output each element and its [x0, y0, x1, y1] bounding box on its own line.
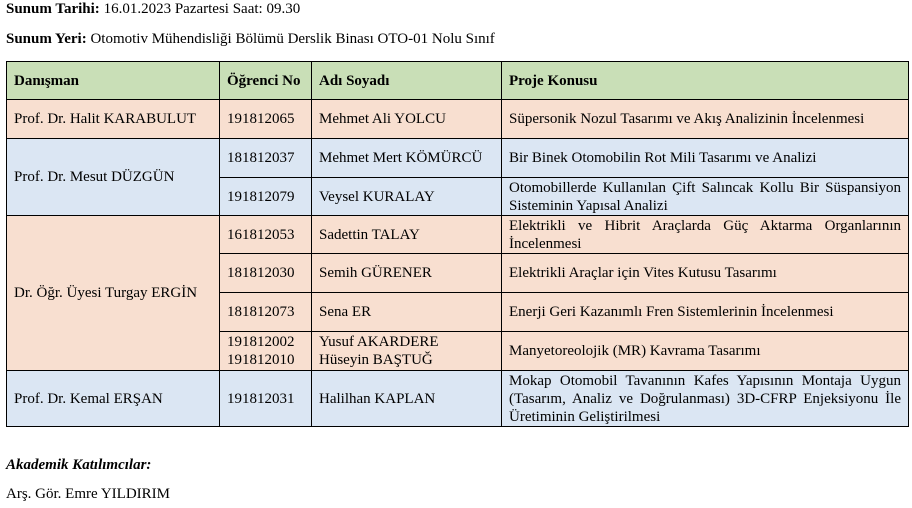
presentation-place-line	[6, 31, 495, 48]
project-topic-cell: Manyetoreolojik (MR) Kavrama Tasarımı	[502, 332, 909, 371]
column-header-advisor: Danışman	[7, 62, 220, 100]
student-no-cell: 161812053	[220, 216, 312, 254]
table-row	[7, 216, 909, 254]
student-no-cell: 181812037	[220, 139, 312, 178]
student-name-cell: Mehmet Ali YOLCU	[312, 100, 502, 139]
project-topic-cell: Enerji Geri Kazanımlı Fren Sistemlerinin İncelenmesi	[502, 293, 909, 332]
advisor-cell: Dr. Öğr. Üyesi Turgay ERGİN	[7, 216, 220, 371]
student-no-cell: 191812065	[220, 100, 312, 139]
student-no-line: 191812002	[227, 334, 295, 350]
advisor-cell: Prof. Dr. Kemal ERŞAN	[7, 371, 220, 427]
student-no-cell: 191812079	[220, 178, 312, 216]
table-header-row	[7, 62, 909, 100]
table-row	[7, 371, 909, 427]
project-topic-cell: Elektrikli Araçlar için Vites Kutusu Tasarımı	[502, 254, 909, 293]
student-name-cell: Halilhan KAPLAN	[312, 371, 502, 427]
student-no-cell	[220, 332, 312, 371]
student-name-line: Yusuf AKARDERE	[319, 334, 439, 350]
table-row	[7, 100, 909, 139]
project-topic-cell: Süpersonik Nozul Tasarımı ve Akış Analizinin İncelenmesi	[502, 100, 909, 139]
student-name-cell: Semih GÜRENER	[312, 254, 502, 293]
student-name-cell: Veysel KURALAY	[312, 178, 502, 216]
student-no-cell: 181812030	[220, 254, 312, 293]
place-label: Sunum Yeri:	[6, 31, 87, 47]
student-no-cell: 181812073	[220, 293, 312, 332]
date-label: Sunum Tarihi:	[6, 1, 100, 17]
student-no-cell: 191812031	[220, 371, 312, 427]
place-value: Otomotiv Mühendisliği Bölümü Derslik Binası OTO-01 Nolu Sınıf	[86, 31, 495, 47]
project-topic-cell: Otomobillerde Kullanılan Çift Salıncak Kollu Bir Süspansiyon Sisteminin Yapısal Analizi	[502, 178, 909, 216]
academic-participant-name: Arş. Gör. Emre YILDIRIM	[6, 486, 170, 502]
date-value: 16.01.2023 Pazartesi Saat: 09.30	[99, 1, 301, 17]
project-topic-cell: Bir Binek Otomobilin Rot Mili Tasarımı ve Analizi	[502, 139, 909, 178]
student-name-line: Hüseyin BAŞTUĞ	[319, 352, 433, 368]
project-table	[6, 61, 909, 427]
advisor-cell: Prof. Dr. Mesut DÜZGÜN	[7, 139, 220, 216]
column-header-topic: Proje Konusu	[502, 62, 909, 100]
column-header-student-no: Öğrenci No	[220, 62, 312, 100]
project-topic-cell: Elektrikli ve Hibrit Araçlarda Güç Aktarma Organlarının İncelenmesi	[502, 216, 909, 254]
academic-participants-title: Akademik Katılımcılar:	[6, 457, 152, 473]
student-name-cell: Mehmet Mert KÖMÜRCÜ	[312, 139, 502, 178]
student-no-line: 191812010	[227, 352, 295, 368]
advisor-cell: Prof. Dr. Halit KARABULUT	[7, 100, 220, 139]
student-name-cell: Sadettin TALAY	[312, 216, 502, 254]
student-name-cell: Sena ER	[312, 293, 502, 332]
project-topic-cell: Mokap Otomobil Tavanının Kafes Yapısının Montaja Uygun (Tasarım, Analiz ve Doğrulanması) 3D-CFRP Enjeksiyonu İle Üretiminin Geliştirilmesi	[502, 371, 909, 427]
presentation-date-line	[6, 1, 300, 18]
column-header-name: Adı Soyadı	[312, 62, 502, 100]
student-name-cell	[312, 332, 502, 371]
table-row	[7, 139, 909, 178]
